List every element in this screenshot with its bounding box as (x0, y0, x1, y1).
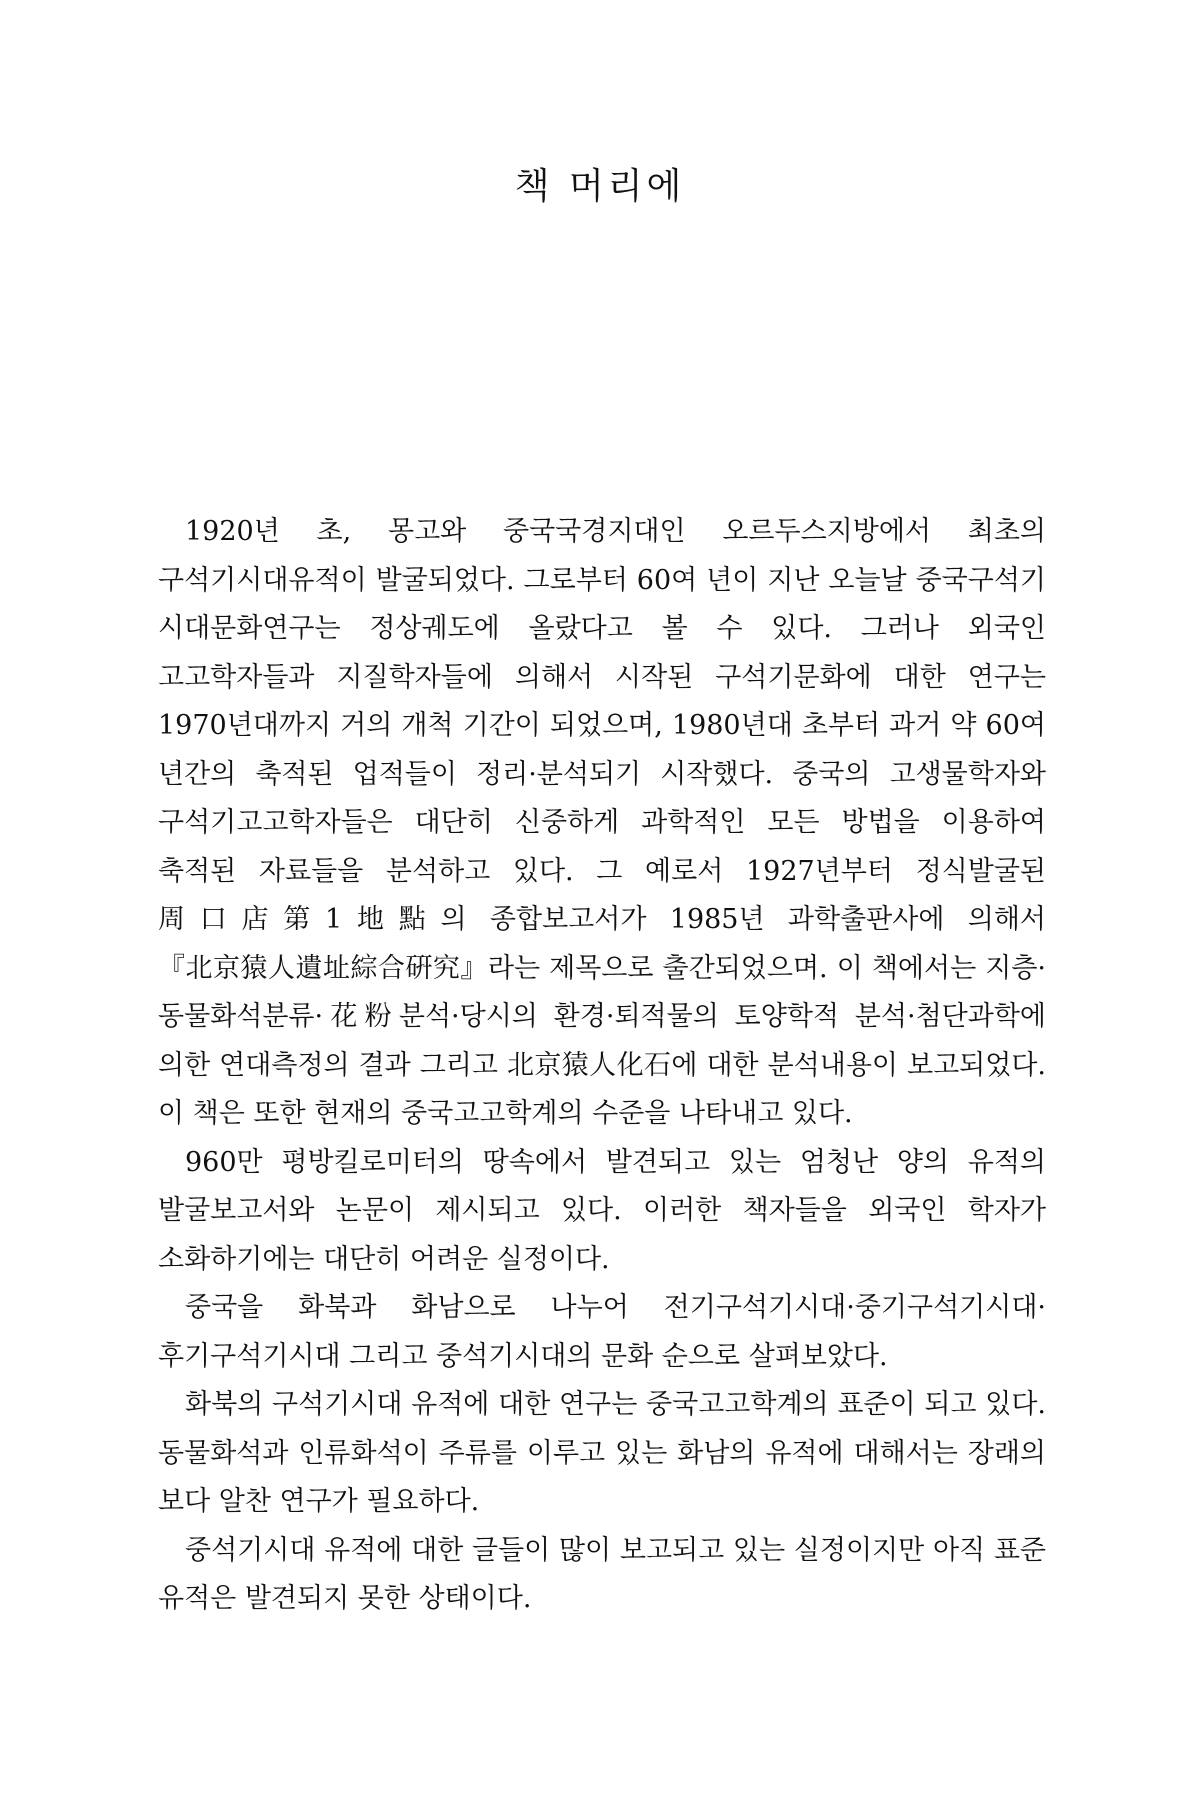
page-title: 책 머리에 (514, 166, 686, 207)
paragraph: 중석기시대 유적에 대한 글들이 많이 보고되고 있는 실정이지만 아직 표준 유적은 발견되지 못한 상태이다. (158, 1534, 1046, 1614)
paragraph: 중국을 화북과 화남으로 나누어 전기구석기시대·중기구석기시대·후기구석기시대 그리고 중석기시대의 문화 순으로 살펴보았다. (158, 1292, 1046, 1372)
preface-body (158, 508, 1046, 1624)
paragraph: 화북의 구석기시대 유적에 대한 연구는 중국고고학계의 표준이 되고 있다. 동물화석과 인류화석이 주류를 이루고 있는 화남의 유적에 대해서는 장래의 보다 알찬 연구가 필요하다. (158, 1389, 1046, 1517)
paragraph: 960만 평방킬로미터의 땅속에서 발견되고 있는 엄청난 양의 유적의 발굴보고서와 논문이 제시되고 있다. 이러한 책자들을 외국인 학자가 소화하기에는 대단히 어려운 실정이다. (158, 1146, 1046, 1275)
paragraph: 1920년 초, 몽고와 중국국경지대인 오르두스지방에서 최초의 구석기시대유적이 발굴되었다. 그로부터 60여 년이 지난 오늘날 중국구석기 시대문화연구는 정상궤도에 올랐다고 볼 수 있다. 그러나 외국인 고고학자들과 지질학자들에 의해서 시작된 구석기문화에 대한 연구는 1970년대까지 거의 개척 기간이 되었으며, 1980년대 초부터 과거 약 60여 년간의 축적된 업적들이 정리·분석되기 시작했다. 중국의 고생물학자와 구석기고고학자들은 대단히 신중하게 과학적인 모든 방법을 이용하여 축적된 자료들을 분석하고 있다. 그 예로서 1927년부터 정식발굴된 周口店第1地點의 종합보고서가 1985년 과학출판사에 의해서 『北京猿人遺址綜合硏究』라는 제목으로 출간되었으며. 이 책에서는 지층·동물화석분류·花粉분석·당시의 환경·퇴적물의 토양학적 분석·첨단과학에 의한 연대측정의 결과 그리고 北京猿人化石에 대한 분석내용이 보고되었다. 이 책은 또한 현재의 중국고고학계의 수준을 나타내고 있다. (158, 516, 1046, 1129)
